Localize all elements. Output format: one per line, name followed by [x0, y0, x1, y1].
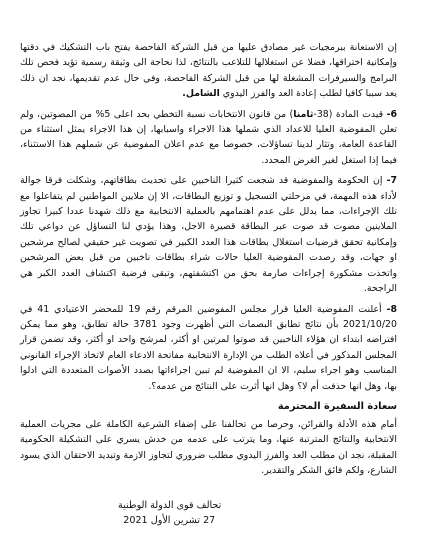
closing-paragraph: أمام هذه الأدلة والقرائن، وحرصا من تحالفنا على إضفاء الشرعية الكاملة على مجريات العملية الانتخابية والنتائج المترتبة عنها، وما يترتب على عدمه من خدش يسري على التشكيلة الحكومية المقبلة، نجد ان مطلب العد والفرز اليدوي مطلب ضروري لتجاوز الازمة وتبديد الاحتقان الذي يسود الشارع، ولكم فائق الشكر والتقدير. [20, 418, 397, 477]
item-number: 8- [386, 303, 398, 315]
item-text: قيدت المادة (38- [313, 108, 387, 120]
signature-block [118, 498, 221, 528]
intro-text: إن الاستعانة ببرمجيات غير مصادق عليها من قبل الشركة الفاحصة يفتح باب التشكيك في دقتها وإمكانية اختراقها، فضلا عن استغلالها للتلاعب بالنتائج، لذا نحاجة الى وثيقة رسمية تؤيد فحص تلك البرامج والسيرفرات المشغلة لها من قبل الشركة الفاحصة، وفي حال عدم تقديمها، نجد ان ذلك يعد سببا كافيا لطلب إعادة العد والفرز اليدوي [20, 42, 397, 100]
signature-date: 27 تشرين الأول 2021 [123, 515, 216, 526]
item-bold-text: ثامنا [293, 108, 314, 120]
item-number: 6- [386, 108, 397, 120]
intro-paragraph [20, 40, 397, 102]
item-text: إن الحكومة والمفوضية قد شجعت كثيرا الناخبين على تحديث بطاقاتهم، وشكلت فرقا جوالة لأداء هذه المهمة، في مرحلتي التسجيل و توزيع البطاقات، الا إن ملايين المواطنين لم يتفاعلوا مع تلك الإجراءات، مما يدلل على عدم اهتمامهم بالعملية الانتخابية مع ذلك شهدنا عددا كبيرا تجاوز الملاينين مصوت قد صوت عبر البطاقة قصيرة الاجل، وهذا يؤدي لنا التساؤل عن دواعي تلك وإمكانية تحقق فرضيات استغلال بطاقات هذا العدد الكبير في تصويت غير حقيقي لصالح مرشحين او جهات، وقد رصدت المفوضية العليا حالات شراء بطاقات ناخبين من قبل بعض المرشحين واتخذت مشكورة إجراءات صارمة بحق من اكتشفتهم، وتبقى فرضية اكتشاف العدد الكبر هي الراجحة. [20, 175, 397, 295]
closing-heading: سعادة السفيرة المحترمة [277, 400, 397, 412]
item-text: أعلنت المفوضية العليا قرار مجلس المفوضين المرقم رقم 19 للمحضر الاعتيادي 41 في 2021/10/20 بأن نتائج تطابق البصمات التي أظهرت وجود 3781 حالة تطابق، وهو مما يمكن افتراضه ابتداء ان هؤلاء الناخبين قد صوتوا لمرتين او أكثر، لمرشح واحد او أكثر، وقد تضمن قرار المجلس المذكور في أعلاه الطلب من الإدارة الانتخابية مفاتحة الادعاء العام لاتخاذ الإجراء القانوني المناسب وهو اجراء سليم، الا ان المفوضية لم تبين اجراءاتها بصدد الأصوات المتعددة التي ادلوا بها، وهل انها حذفت أم لا؟ وهل انها أثرت على النتائج من عدمه؟. [20, 303, 397, 392]
list-item-6 [20, 107, 397, 169]
list-item-8 [20, 302, 397, 394]
item-text-continued: ) من قانون الانتخابات نسبة التخطي بحد اعلى 5% من المصوتين، ولم تعلن المفوضية العليا للاعداد الذي شملها هذا الاجراء واسبابها، إن هذا الاجراء يمثل استثناء من القاعدة العامة، وتثار لدينا تساؤلات، خصوصا مع عدم اعلان المفوضية عن شملهم هذا الاستثناء، فيما إذا استغل لغير الغرض المحدد. [20, 108, 397, 166]
signature-organization: تحالف قوى الدولة الوطنية [118, 500, 222, 511]
intro-bold-text: الشامل. [182, 88, 220, 100]
item-number: 7- [386, 175, 397, 187]
list-item-7 [20, 173, 397, 296]
